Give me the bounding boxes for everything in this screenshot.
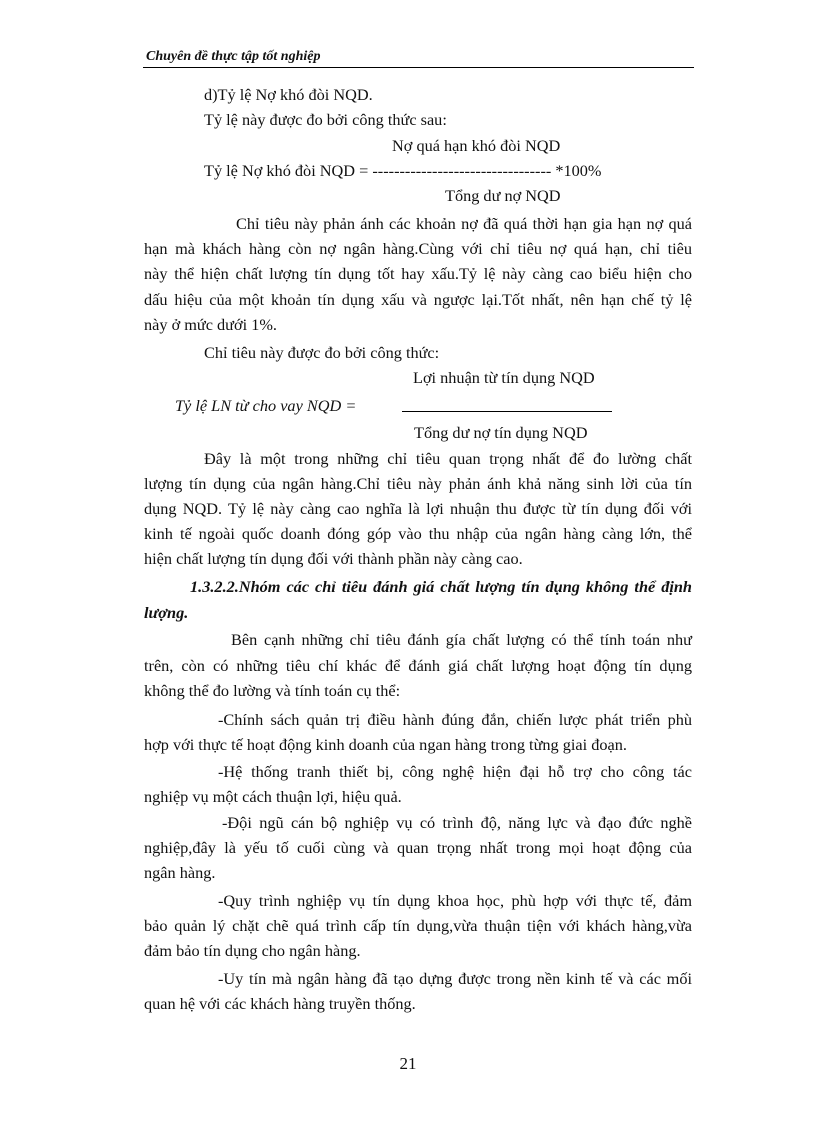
paragraph-line: này thể hiện chất lượng tín dụng tốt hay xấu.Tỷ lệ này càng cao biểu hiện cho	[144, 264, 692, 283]
list-item-line: nghiệp vụ một cách thuận lợi, hiệu quả.	[144, 787, 402, 806]
paragraph-line: này ở mức dưới 1%.	[144, 315, 277, 334]
paragraph-line: dụng NQD. Tỷ lệ này càng cao nghĩa là lợi nhuận thu được từ tín dụng đối với	[144, 499, 692, 518]
list-item-line: đảm bảo tín dụng cho ngân hàng.	[144, 941, 361, 960]
formula-intro: Chỉ tiêu này được đo bởi công thức:	[204, 343, 440, 362]
paragraph-line: lượng tín dụng của ngân hàng.Chỉ tiêu này phản ánh khả năng sinh lời của tín	[144, 474, 692, 493]
fraction-bar	[402, 411, 612, 412]
paragraph-line: hạn mà khách hàng còn nợ ngân hàng.Cùng với chỉ tiêu nợ quá hạn, chỉ tiêu	[144, 239, 692, 258]
running-header: Chuyên đề thực tập tốt nghiệp	[146, 49, 321, 64]
list-item-line: -Uy tín mà ngân hàng đã tạo dựng được trong nền kinh tế và các mối	[218, 969, 692, 988]
list-item-line: -Đội ngũ cán bộ nghiệp vụ có trình độ, năng lực và đạo đức nghề	[222, 813, 692, 832]
paragraph-line: Chỉ tiêu này phản ánh các khoản nợ đã quá thời hạn gia hạn nợ quá	[236, 214, 692, 233]
list-item-line: nghiệp,đây là yếu tố cuối cùng và quan trọng nhất trong mọi hoạt động của	[144, 838, 692, 857]
section-heading: 1.3.2.2.Nhóm các chỉ tiêu đánh giá chất lượng tín dụng không thể định	[190, 577, 692, 596]
paragraph-line: kinh tế ngoài quốc doanh đóng góp vào thu nhập của ngân hàng càng lớn, thể	[144, 524, 692, 543]
formula-numerator: Nợ quá hạn khó đòi NQD	[392, 136, 561, 155]
formula-denominator: Tổng dư nợ NQD	[445, 186, 561, 205]
section-heading: lượng.	[144, 603, 189, 622]
paragraph-line: hiện chất lượng tín dụng đối với thành phần này càng cao.	[144, 549, 523, 568]
list-item-line: bảo quản lý chặt chẽ quá trình cấp tín dụng,vừa thuận tiện với khách hàng,vừa	[144, 916, 692, 935]
list-item-line: hợp với thực tế hoạt động kinh doanh của ngan hàng trong từng giai đoạn.	[144, 735, 627, 754]
list-item-line: quan hệ với các khách hàng truyền thống.	[144, 994, 416, 1013]
list-item-line: -Hệ thống tranh thiết bị, công nghệ hiện đại hỗ trợ cho công tác	[218, 762, 692, 781]
formula-equation: Tỷ lệ Nợ khó đòi NQD = --------------------------------- *100%	[204, 161, 602, 180]
formula-denominator: Tổng dư nợ tín dụng NQD	[414, 423, 588, 442]
paragraph-line: Bên cạnh những chỉ tiêu đánh gía chất lượng có thể tính toán như	[231, 630, 692, 649]
paragraph-line: không thể đo lường và tính toán cụ thể:	[144, 681, 401, 700]
paragraph-line: Đây là một trong những chỉ tiêu quan trọng nhất để đo lường chất	[204, 449, 692, 468]
paragraph-line: dấu hiệu của một khoản tín dụng xấu và ngược lại.Tốt nhất, nên hạn chế tỷ lệ	[144, 290, 692, 309]
formula-lhs: Tỷ lệ LN từ cho vay NQD =	[175, 396, 357, 415]
list-item-line: -Chính sách quản trị điều hành đúng đắn, chiến lược phát triển phù	[218, 710, 692, 729]
page-number: 21	[399, 1054, 417, 1073]
paragraph-line: trên, còn có những tiêu chí khác để đánh giá chất lượng hoạt động tín dụng	[144, 656, 692, 675]
header-rule	[143, 67, 694, 68]
formula-numerator: Lợi nhuận từ tín dụng NQD	[413, 368, 595, 387]
subsection-heading: d)Tỷ lệ Nợ khó đòi NQD.	[204, 85, 373, 104]
formula-intro: Tỷ lệ này được đo bởi công thức sau:	[204, 110, 447, 129]
list-item-line: ngân hàng.	[144, 863, 216, 882]
list-item-line: -Quy trình nghiệp vụ tín dụng khoa học, phù hợp với thực tế, đảm	[218, 891, 692, 910]
